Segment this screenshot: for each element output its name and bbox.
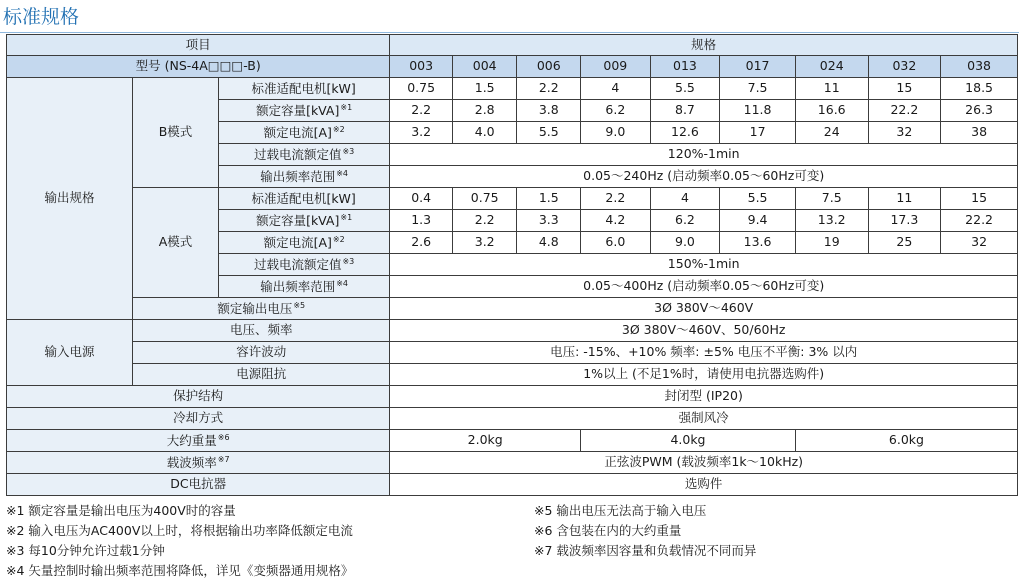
value-cell: 2.2: [517, 78, 581, 100]
table-row: [7, 408, 1018, 430]
table-row: [7, 320, 1018, 342]
title-divider: [0, 32, 1019, 33]
output-group-label: 输出规格: [7, 78, 133, 320]
value-cell: 3.3: [517, 210, 581, 232]
value-cell: 2.2: [390, 100, 453, 122]
value-cell: 11: [868, 188, 941, 210]
footnote: ※2 输入电压为AC400V以上时，将根据输出功率降低额定电流: [6, 523, 353, 538]
model-cell: 004: [452, 56, 517, 78]
value-cell: 26.3: [941, 100, 1018, 122]
value-cell: 2.2: [452, 210, 517, 232]
value-cell: 32: [941, 232, 1018, 254]
value-cell: 9.4: [720, 210, 796, 232]
row-label: 过载电流额定值$^{※3}$: [218, 144, 390, 166]
freq-value: 0.05～240Hz (启动频率0.05～60Hz可变): [390, 166, 1018, 188]
row-label: 保护结构: [7, 386, 390, 408]
value-cell: 6.0: [581, 232, 651, 254]
value-cell: 15: [941, 188, 1018, 210]
table-row: [7, 452, 1018, 474]
value-cell: 3.2: [390, 122, 453, 144]
row-label: 载波频率$^{※7}$: [7, 452, 390, 474]
value-cell: 8.7: [650, 100, 720, 122]
model-cell: 003: [390, 56, 453, 78]
value-cell: 4.8: [517, 232, 581, 254]
weight-value: 2.0kg: [390, 430, 581, 452]
tolerance-value: 电压: -15%、+10% 频率: ±5% 电压不平衡: 3% 以内: [390, 342, 1018, 364]
value-cell: 7.5: [795, 188, 868, 210]
value-cell: 5.5: [517, 122, 581, 144]
value-cell: 0.75: [452, 188, 517, 210]
value-cell: 17: [720, 122, 796, 144]
value-cell: 13.6: [720, 232, 796, 254]
row-label: 额定电流$[A]^{※2}$: [218, 122, 390, 144]
value-cell: 17.3: [868, 210, 941, 232]
carrier-value: 正弦波PWM (载波频率1k～10kHz): [390, 452, 1018, 474]
footnote: ※5 输出电压无法高于输入电压: [534, 503, 707, 518]
a-mode-label: A模式: [133, 188, 219, 298]
value-cell: 4: [581, 78, 651, 100]
row-label: 输出频率范围$^{※4}$: [218, 276, 390, 298]
header-row: [7, 35, 1018, 56]
protection-value: 封闭型 (IP20): [390, 386, 1018, 408]
value-cell: 2.8: [452, 100, 517, 122]
value-cell: 9.0: [650, 232, 720, 254]
value-cell: 7.5: [720, 78, 796, 100]
item-header: 项目: [7, 35, 390, 56]
value-cell: 9.0: [581, 122, 651, 144]
value-cell: 6.2: [650, 210, 720, 232]
table-row: [7, 364, 1018, 386]
row-label: 电源阻抗: [133, 364, 390, 386]
value-cell: 4.0: [452, 122, 517, 144]
weight-value: 6.0kg: [795, 430, 1017, 452]
value-cell: 13.2: [795, 210, 868, 232]
value-cell: 3.2: [452, 232, 517, 254]
value-cell: 22.2: [941, 210, 1018, 232]
value-cell: 3.8: [517, 100, 581, 122]
spec-table: [6, 34, 1018, 496]
row-label: 标准适配电机[kW]: [218, 188, 390, 210]
spec-header: 规格: [390, 35, 1018, 56]
model-cell: 032: [868, 56, 941, 78]
value-cell: 22.2: [868, 100, 941, 122]
weight-value: 4.0kg: [581, 430, 796, 452]
row-label: 标准适配电机[kW]: [218, 78, 390, 100]
model-cell: 038: [941, 56, 1018, 78]
model-cell: 009: [581, 56, 651, 78]
row-label: 额定输出电压$^{※5}$: [133, 298, 390, 320]
row-label: 额定容量[kVA]$^{※1}$: [218, 210, 390, 232]
value-cell: 0.4: [390, 188, 453, 210]
table-row: [7, 78, 1018, 100]
value-cell: 0.75: [390, 78, 453, 100]
value-cell: 2.2: [581, 188, 651, 210]
model-cell: 006: [517, 56, 581, 78]
value-cell: 12.6: [650, 122, 720, 144]
row-label: DC电抗器: [7, 474, 390, 496]
rated-voltage-value: 3Ø 380V～460V: [390, 298, 1018, 320]
cooling-value: 强制风冷: [390, 408, 1018, 430]
value-cell: 6.2: [581, 100, 651, 122]
value-cell: 15: [868, 78, 941, 100]
table-row: [7, 430, 1018, 452]
value-cell: 24: [795, 122, 868, 144]
overload-value: 120%-1min: [390, 144, 1018, 166]
value-cell: 38: [941, 122, 1018, 144]
footnote: ※1 额定容量是输出电压为400V时的容量: [6, 503, 236, 518]
value-cell: 5.5: [720, 188, 796, 210]
value-cell: 16.6: [795, 100, 868, 122]
footnote: ※6 含包装在内的大约重量: [534, 523, 682, 538]
impedance-value: 1%以上 (不足1%时，请使用电抗器选购件): [390, 364, 1018, 386]
footnote: ※3 每10分钟允许过载1分钟: [6, 543, 165, 558]
value-cell: 25: [868, 232, 941, 254]
input-group-label: 输入电源: [7, 320, 133, 386]
value-cell: 1.3: [390, 210, 453, 232]
page-title: 标准规格: [3, 6, 80, 28]
value-cell: 11: [795, 78, 868, 100]
value-cell: 4.2: [581, 210, 651, 232]
model-label: 型号 (NS-4A□□□-B): [7, 56, 390, 78]
row-label: 大约重量$^{※6}$: [7, 430, 390, 452]
row-label: 电压、频率: [133, 320, 390, 342]
value-cell: 1.5: [517, 188, 581, 210]
dc-reactor-value: 选购件: [390, 474, 1018, 496]
table-row: [7, 298, 1018, 320]
model-cell: 017: [720, 56, 796, 78]
row-label: 额定电流$[A]^{※2}$: [218, 232, 390, 254]
input-voltage-value: 3Ø 380V～460V、50/60Hz: [390, 320, 1018, 342]
footnote: ※4 矢量控制时输出频率范围将降低，详见《变频器通用规格》: [6, 563, 354, 578]
b-mode-label: B模式: [133, 78, 219, 188]
freq-value: 0.05～400Hz (启动频率0.05～60Hz可变): [390, 276, 1018, 298]
value-cell: 11.8: [720, 100, 796, 122]
row-label: 过载电流额定值$^{※3}$: [218, 254, 390, 276]
value-cell: 5.5: [650, 78, 720, 100]
value-cell: 19: [795, 232, 868, 254]
table-row: [7, 386, 1018, 408]
value-cell: 1.5: [452, 78, 517, 100]
value-cell: 2.6: [390, 232, 453, 254]
overload-value: 150%-1min: [390, 254, 1018, 276]
row-label: 额定容量[kVA]$^{※1}$: [218, 100, 390, 122]
model-row: [7, 56, 1018, 78]
table-row: [7, 188, 1018, 210]
row-label: 容许波动: [133, 342, 390, 364]
value-cell: 32: [868, 122, 941, 144]
row-label: 输出频率范围$^{※4}$: [218, 166, 390, 188]
model-cell: 024: [795, 56, 868, 78]
table-row: [7, 342, 1018, 364]
value-cell: 18.5: [941, 78, 1018, 100]
value-cell: 4: [650, 188, 720, 210]
row-label: 冷却方式: [7, 408, 390, 430]
footnote: ※7 载波频率因容量和负载情况不同而异: [534, 543, 757, 558]
table-row: [7, 474, 1018, 496]
model-cell: 013: [650, 56, 720, 78]
